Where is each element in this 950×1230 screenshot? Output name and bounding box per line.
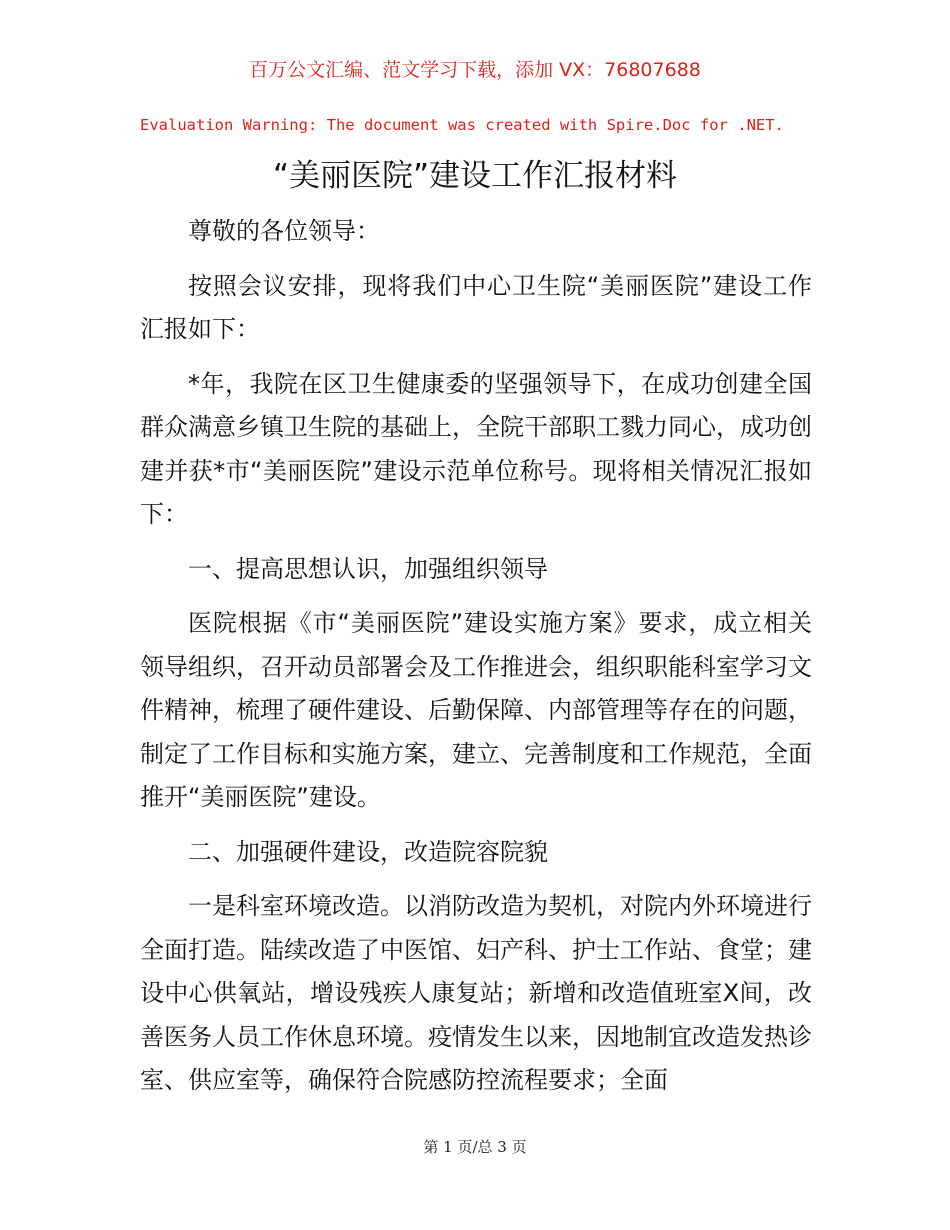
document-body bbox=[140, 210, 812, 1103]
section-1-paragraph: 医院根据《市“美丽医院”建设实施方案》要求，成立相关领导组织，召开动员部署会及工作推进会，组织职能科室学习文件精神，梳理了硬件建设、后勤保障、内部管理等存在的问题，制定了工作目标和实施方案，建立、完善制度和工作规范，全面推开“美丽医院”建设。 bbox=[140, 609, 812, 811]
section-2-paragraph: 一是科室环境改造。以消防改造为契机，对院内外环境进行全面打造。陆续改造了中医馆、妇产科、护士工作站、食堂；建设中心供氧站，增设残疾人康复站；新增和改造值班室X间，改善医务人员工作休息环境。疫情发生以来，因地制宜改造发热诊室、供应室等，确保符合院感防控流程要求；全面 bbox=[140, 892, 812, 1094]
intro-paragraph: 按照会议安排，现将我们中心卫生院“美丽医院”建设工作汇报如下： bbox=[140, 271, 812, 343]
evaluation-warning: Evaluation Warning: The document was created with Spire.Doc for .NET. bbox=[140, 116, 784, 134]
section-heading-2: 二、加强硬件建设，改造院容院貌 bbox=[188, 837, 548, 866]
overview-paragraph: *年，我院在区卫生健康委的坚强领导下，在成功创建全国群众满意乡镇卫生院的基础上，全院干部职工戮力同心，成功创建并获*市“美丽医院”建设示范单位称号。现将相关情况汇报如下： bbox=[140, 369, 812, 528]
document-title: “美丽医院”建设工作汇报材料 bbox=[272, 158, 678, 194]
page-footer: 第 1 页/总 3 页 bbox=[423, 1138, 527, 1156]
section-heading-1: 一、提高思想认识，加强组织领导 bbox=[188, 554, 548, 583]
salutation-paragraph: 尊敬的各位领导： bbox=[188, 217, 380, 245]
header-ad-text: 百万公文汇编、范文学习下载，添加 VX：76807688 bbox=[249, 59, 701, 81]
